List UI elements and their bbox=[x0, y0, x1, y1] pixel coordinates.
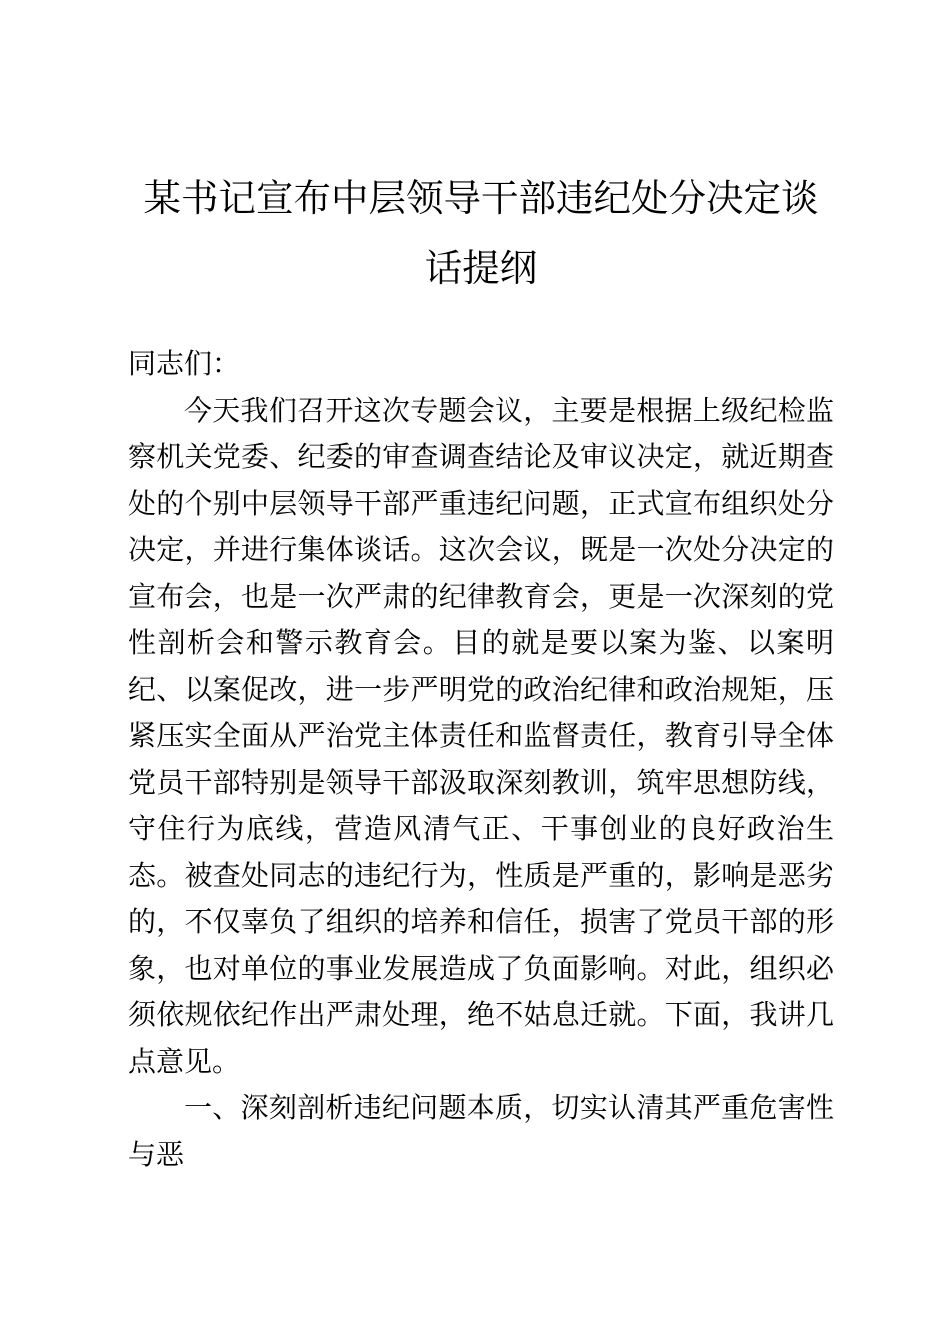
page-title: 某书记宣布中层领导干部违纪处分决定谈话提纲 bbox=[143, 177, 819, 289]
section-heading-one: 一、深刻剖析违纪问题本质，切实认清其严重危害性与恶 bbox=[128, 1092, 834, 1170]
body-paragraph: 今天我们召开这次专题会议，主要是根据上级纪检监察机关党委、纪委的审查调查结论及审议决定，就近期查处的个别中层领导干部严重违纪问题，正式宣布组织处分决定，并进行集体谈话。这次会议，既是一次处分决定的宣布会，也是一次严肃的纪律教育会，更是一次深刻的党性剖析会和警示教育会。目的就是要以案为鉴、以案明纪、以案促改，进一步严明党的政治纪律和政治规矩，压紧压实全面从严治党主体责任和监督责任，教育引导全体党员干部特别是领导干部汲取深刻教训，筑牢思想防线，守住行为底线，营造风清气正、干事创业的良好政治生态。被查处同志的违纪行为，性质是严重的，影响是恶劣的，不仅辜负了组织的培养和信任，损害了党员干部的形象，也对单位的事业发展造成了负面影响。对此，组织必须依规依纪作出严肃处理，绝不姑息迁就。下面，我讲几点意见。 bbox=[128, 394, 834, 1077]
salutation: 同志们： bbox=[128, 348, 241, 379]
document-content bbox=[128, 0, 834, 1178]
